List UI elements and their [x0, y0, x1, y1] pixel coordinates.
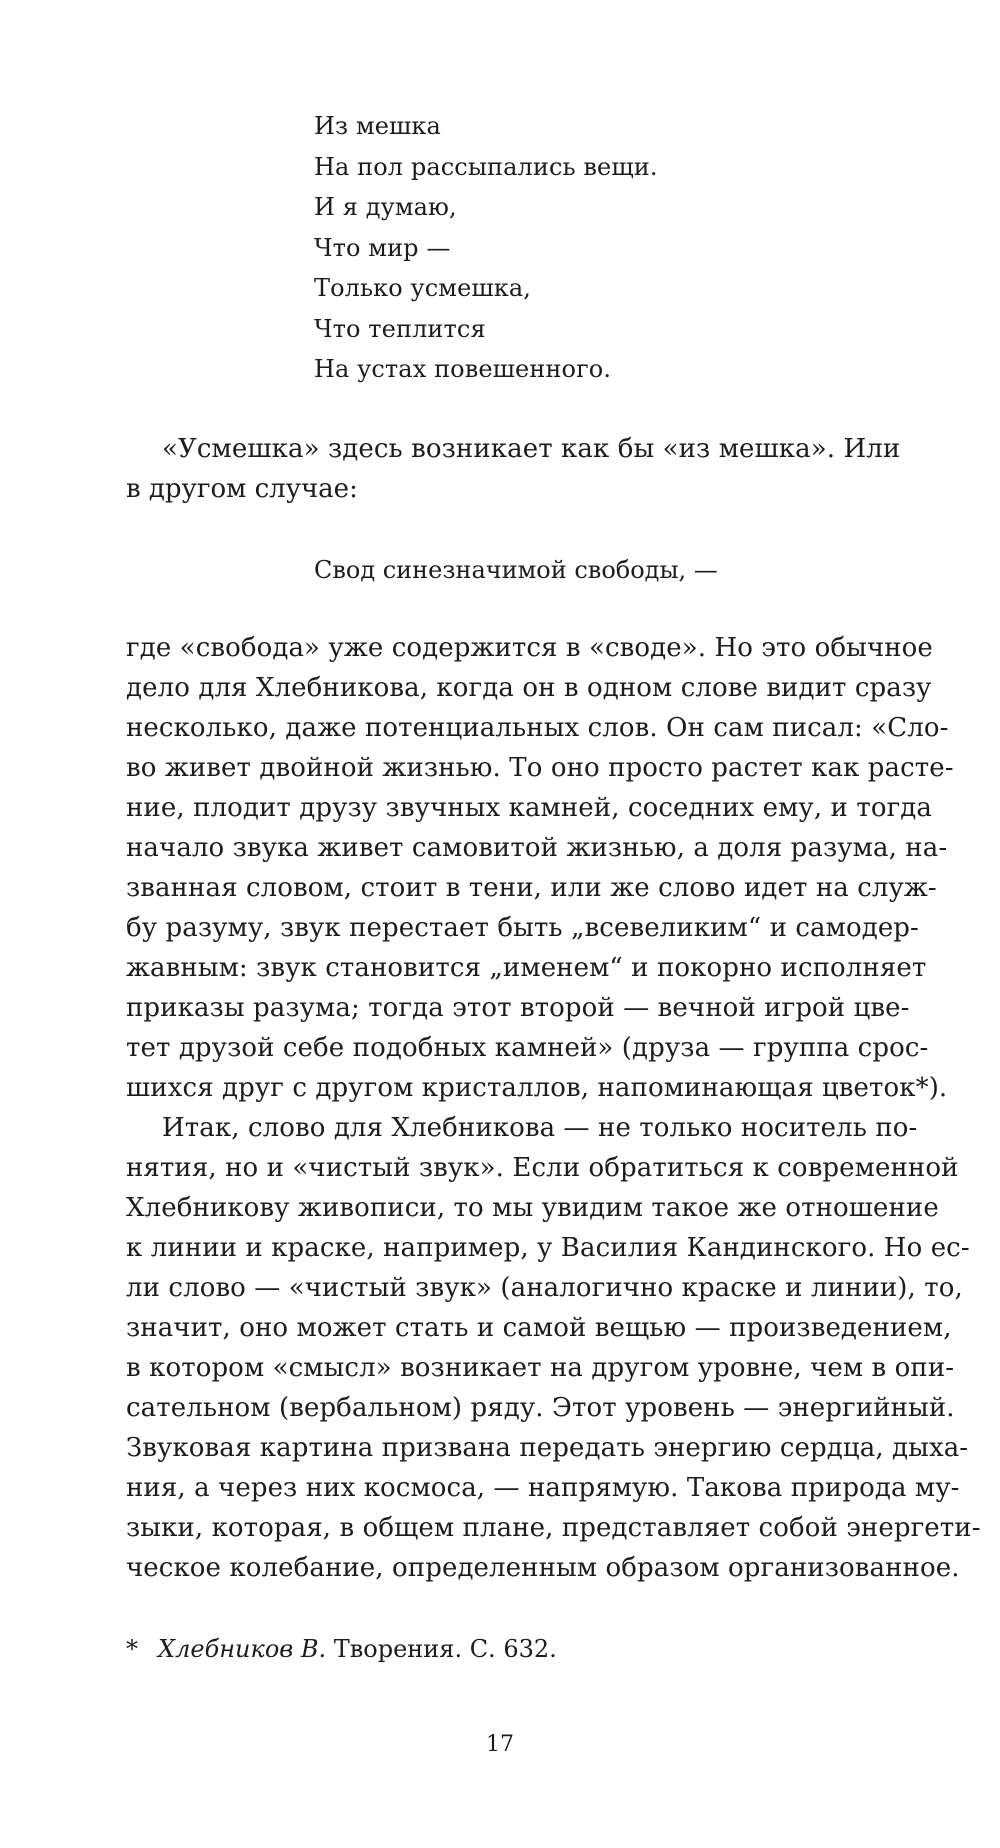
footnote-text: Творения. С. 632. [326, 1635, 557, 1663]
poem-line: Что теплится [314, 314, 486, 343]
footnote-mark: * [126, 1635, 138, 1663]
paragraph-line: Звуковая картина призвана передать энергию сердца, дыха- [126, 1433, 969, 1463]
paragraph-line: шихся друг с другом кристаллов, напоминающая цветок*). [126, 1073, 948, 1103]
paragraph-line: бу разуму, звук перестает быть „всевеликим“ и самодер- [126, 913, 919, 943]
poem-line: Только усмешка, [314, 274, 532, 302]
paragraph-line: начало звука живет самовитой жизнью, а доля разума, на- [126, 833, 948, 863]
footnote [126, 1631, 557, 1667]
page-number: 17 [486, 1732, 514, 1757]
paragraph-line: приказы разума; тогда этот второй — вечной игрой цве- [126, 993, 910, 1023]
poem-excerpt [314, 106, 658, 390]
poem-line: Из мешка [314, 112, 441, 140]
paragraph-line: зыки, которая, в общем плане, представляет собой энергети- [126, 1513, 981, 1543]
quoted-verse: Свод синезначимой свободы, — [314, 556, 718, 584]
paragraph-line: значит, оно может стать и самой вещью — произведением, [126, 1313, 952, 1343]
paragraph-line: несколько, даже потенциальных слов. Он сам писал: «Сло- [126, 713, 949, 743]
paragraph-line: ли слово — «чистый звук» (аналогично краске и линии), то, [126, 1273, 963, 1303]
paragraph-line: Хлебникову живописи, то мы увидим такое же отношение [126, 1193, 939, 1223]
paragraph-line: ние, плодит друзу звучных камней, соседних ему, и тогда [126, 793, 933, 823]
poem-line: На устах повешенного. [314, 355, 612, 383]
paragraph-line: к линии и краске, например, у Василия Кандинского. Но ес- [126, 1233, 970, 1263]
poem-line: И я думаю, [314, 193, 457, 221]
paragraph-line: тет друзой себе подобных камней» (друза — группа срос- [126, 1033, 929, 1063]
footnote-author: Хлебников В. [158, 1635, 327, 1663]
paragraph-line: во живет двойной жизнью. То оно просто растет как расте- [126, 753, 954, 783]
paragraph-line: ческое колебание, определенным образом организованное. [126, 1553, 960, 1583]
paragraph-line: «Усмешка» здесь возникает как бы «из мешка». Или [162, 434, 901, 464]
paragraph-line: в котором «смысл» возникает на другом уровне, чем в опи- [126, 1353, 955, 1383]
paragraph-line: дело для Хлебникова, когда он в одном слове видит сразу [126, 673, 932, 703]
paragraph-line: званная словом, стоит в тени, или же слово идет на служ- [126, 873, 937, 903]
paragraph-line: ния, а через них космоса, — напрямую. Такова природа му- [126, 1473, 960, 1503]
paragraph-line: Итак, слово для Хлебникова — не только носитель по- [162, 1113, 918, 1143]
poem-line: Что мир — [314, 233, 451, 262]
paragraph-line: в другом случае: [126, 474, 358, 504]
paragraph-line: жавным: звук становится „именем“ и покорно исполняет [126, 953, 927, 983]
paragraph-line: нятия, но и «чистый звук». Если обратиться к современной [126, 1153, 959, 1183]
paragraph-line: сательном (вербальном) ряду. Этот уровень — энергийный. [126, 1393, 955, 1423]
paragraph-line: где «свобода» уже содержится в «своде». Но это обычное [126, 633, 933, 663]
poem-line: На пол рассыпались вещи. [314, 152, 658, 181]
